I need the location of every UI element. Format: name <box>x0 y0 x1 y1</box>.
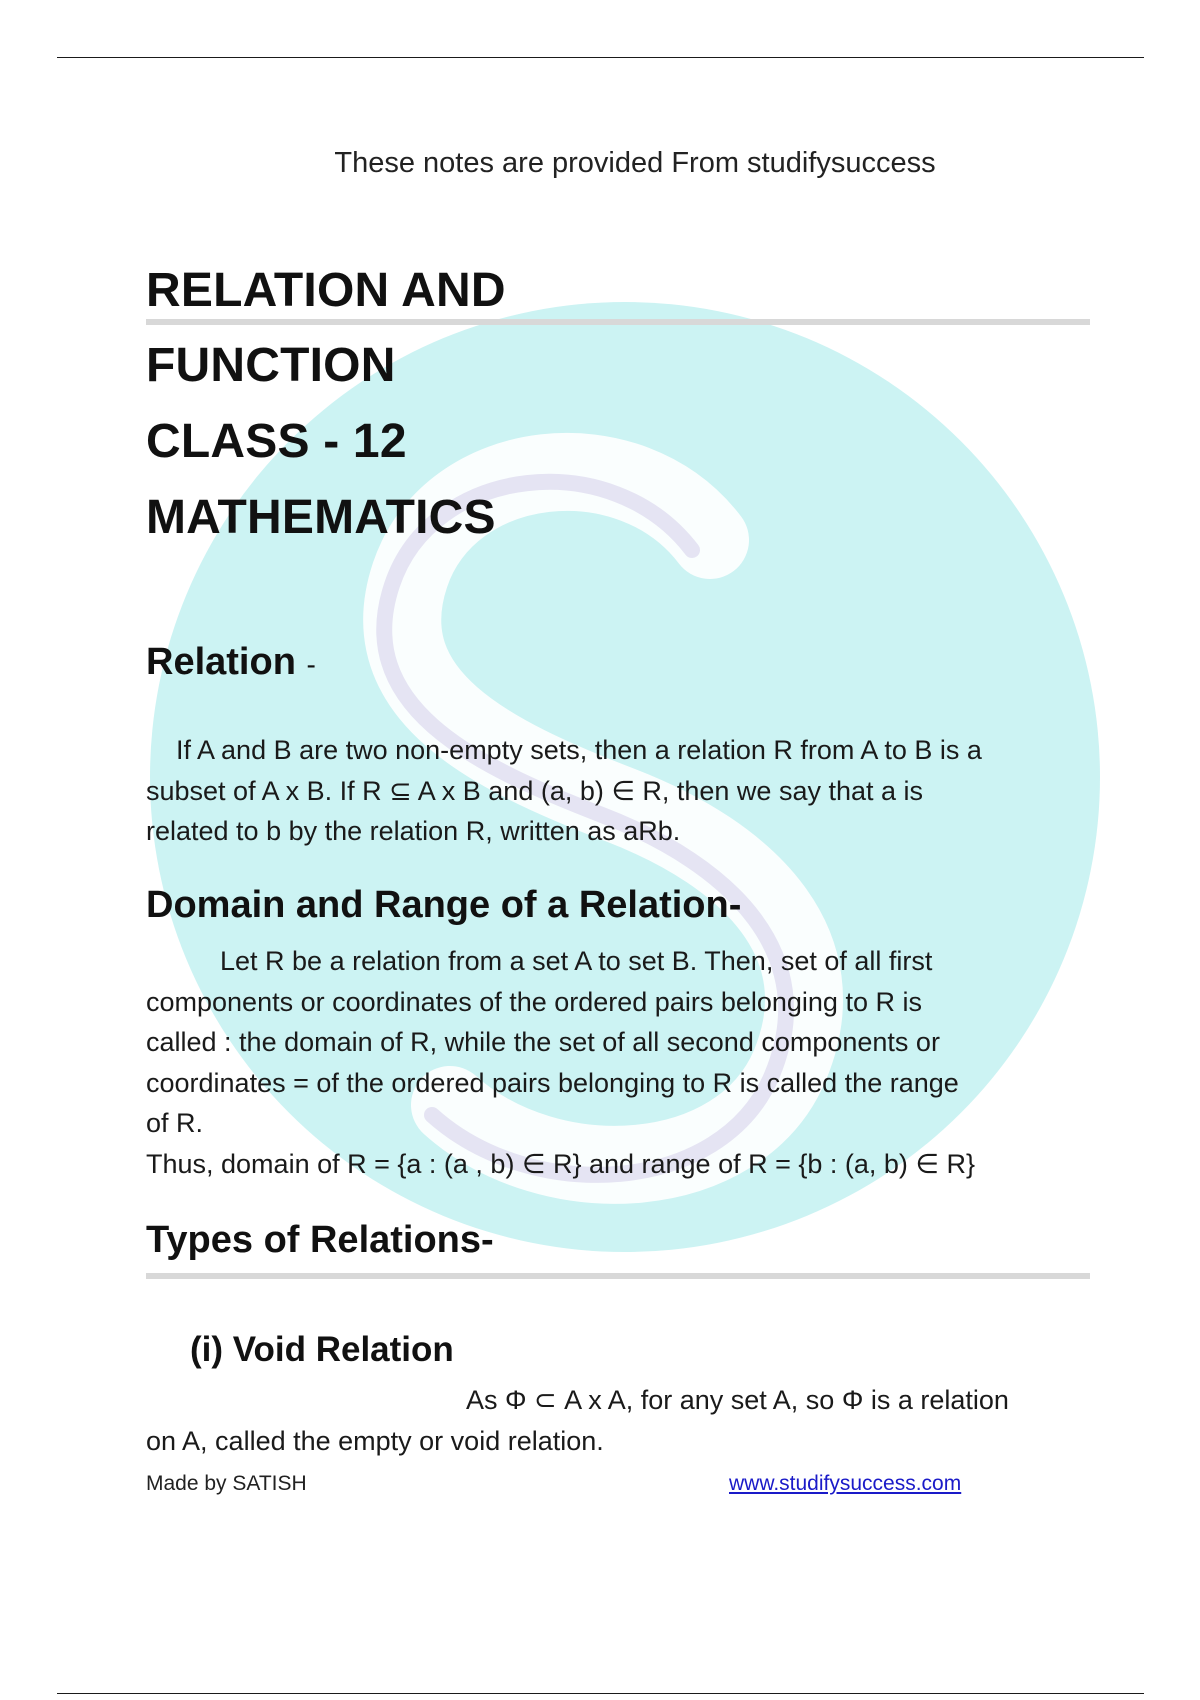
relation-line-1: If A and B are two non-empty sets, then a relation R from A to B is a <box>176 735 982 765</box>
relation-definition <box>146 730 1096 852</box>
header-notice: These notes are provided From studifysuccess <box>334 147 936 179</box>
title-line-3: CLASS - 12 <box>146 415 407 468</box>
relation-line-2: subset of A x B. If R ⊆ A x B and (a, b) ∈ R, then we say that a is <box>146 775 924 806</box>
void-relation-line-1: As Φ ⊂ A x A, for any set A, so Φ is a relation <box>466 1385 1009 1415</box>
domain-line-5: of R. <box>146 1108 204 1138</box>
top-border-line <box>57 57 1144 58</box>
domain-range-definition <box>146 941 1096 1184</box>
title-line-4: MATHEMATICS <box>146 491 496 544</box>
relation-line-3: related to b by the relation R, written as aRb. <box>146 816 681 846</box>
title-underline <box>146 319 1090 325</box>
bottom-border-line <box>57 1693 1144 1694</box>
domain-line-2: components or coordinates of the ordered pairs belonging to R is <box>146 986 922 1017</box>
void-relation-heading: (i) Void Relation <box>190 1330 454 1369</box>
domain-line-6: Thus, domain of R = {a : (a , b) ∈ R} and range of R = {b : (a, b) ∈ R} <box>146 1148 975 1179</box>
void-relation-line-2: on A, called the empty or void relation. <box>146 1426 604 1456</box>
footer-author: Made by SATISH <box>146 1472 307 1495</box>
relation-heading-suffix: - <box>306 649 316 680</box>
title-line-1: RELATION AND <box>146 264 506 317</box>
types-heading: Types of Relations- <box>146 1219 494 1261</box>
domain-line-3: called : the domain of R, while the set of all second components or <box>146 1027 940 1057</box>
domain-range-heading: Domain and Range of a Relation- <box>146 884 742 926</box>
types-underline <box>146 1273 1090 1279</box>
title-line-2: FUNCTION <box>146 339 396 392</box>
relation-heading-text: Relation <box>146 641 296 683</box>
domain-line-1: Let R be a relation from a set A to set B. Then, set of all first <box>220 946 933 976</box>
domain-line-4: coordinates = of the ordered pairs belonging to R is called the range <box>146 1067 959 1098</box>
footer-website-link[interactable]: www.studifysuccess.com <box>729 1472 962 1495</box>
relation-heading <box>146 643 316 681</box>
